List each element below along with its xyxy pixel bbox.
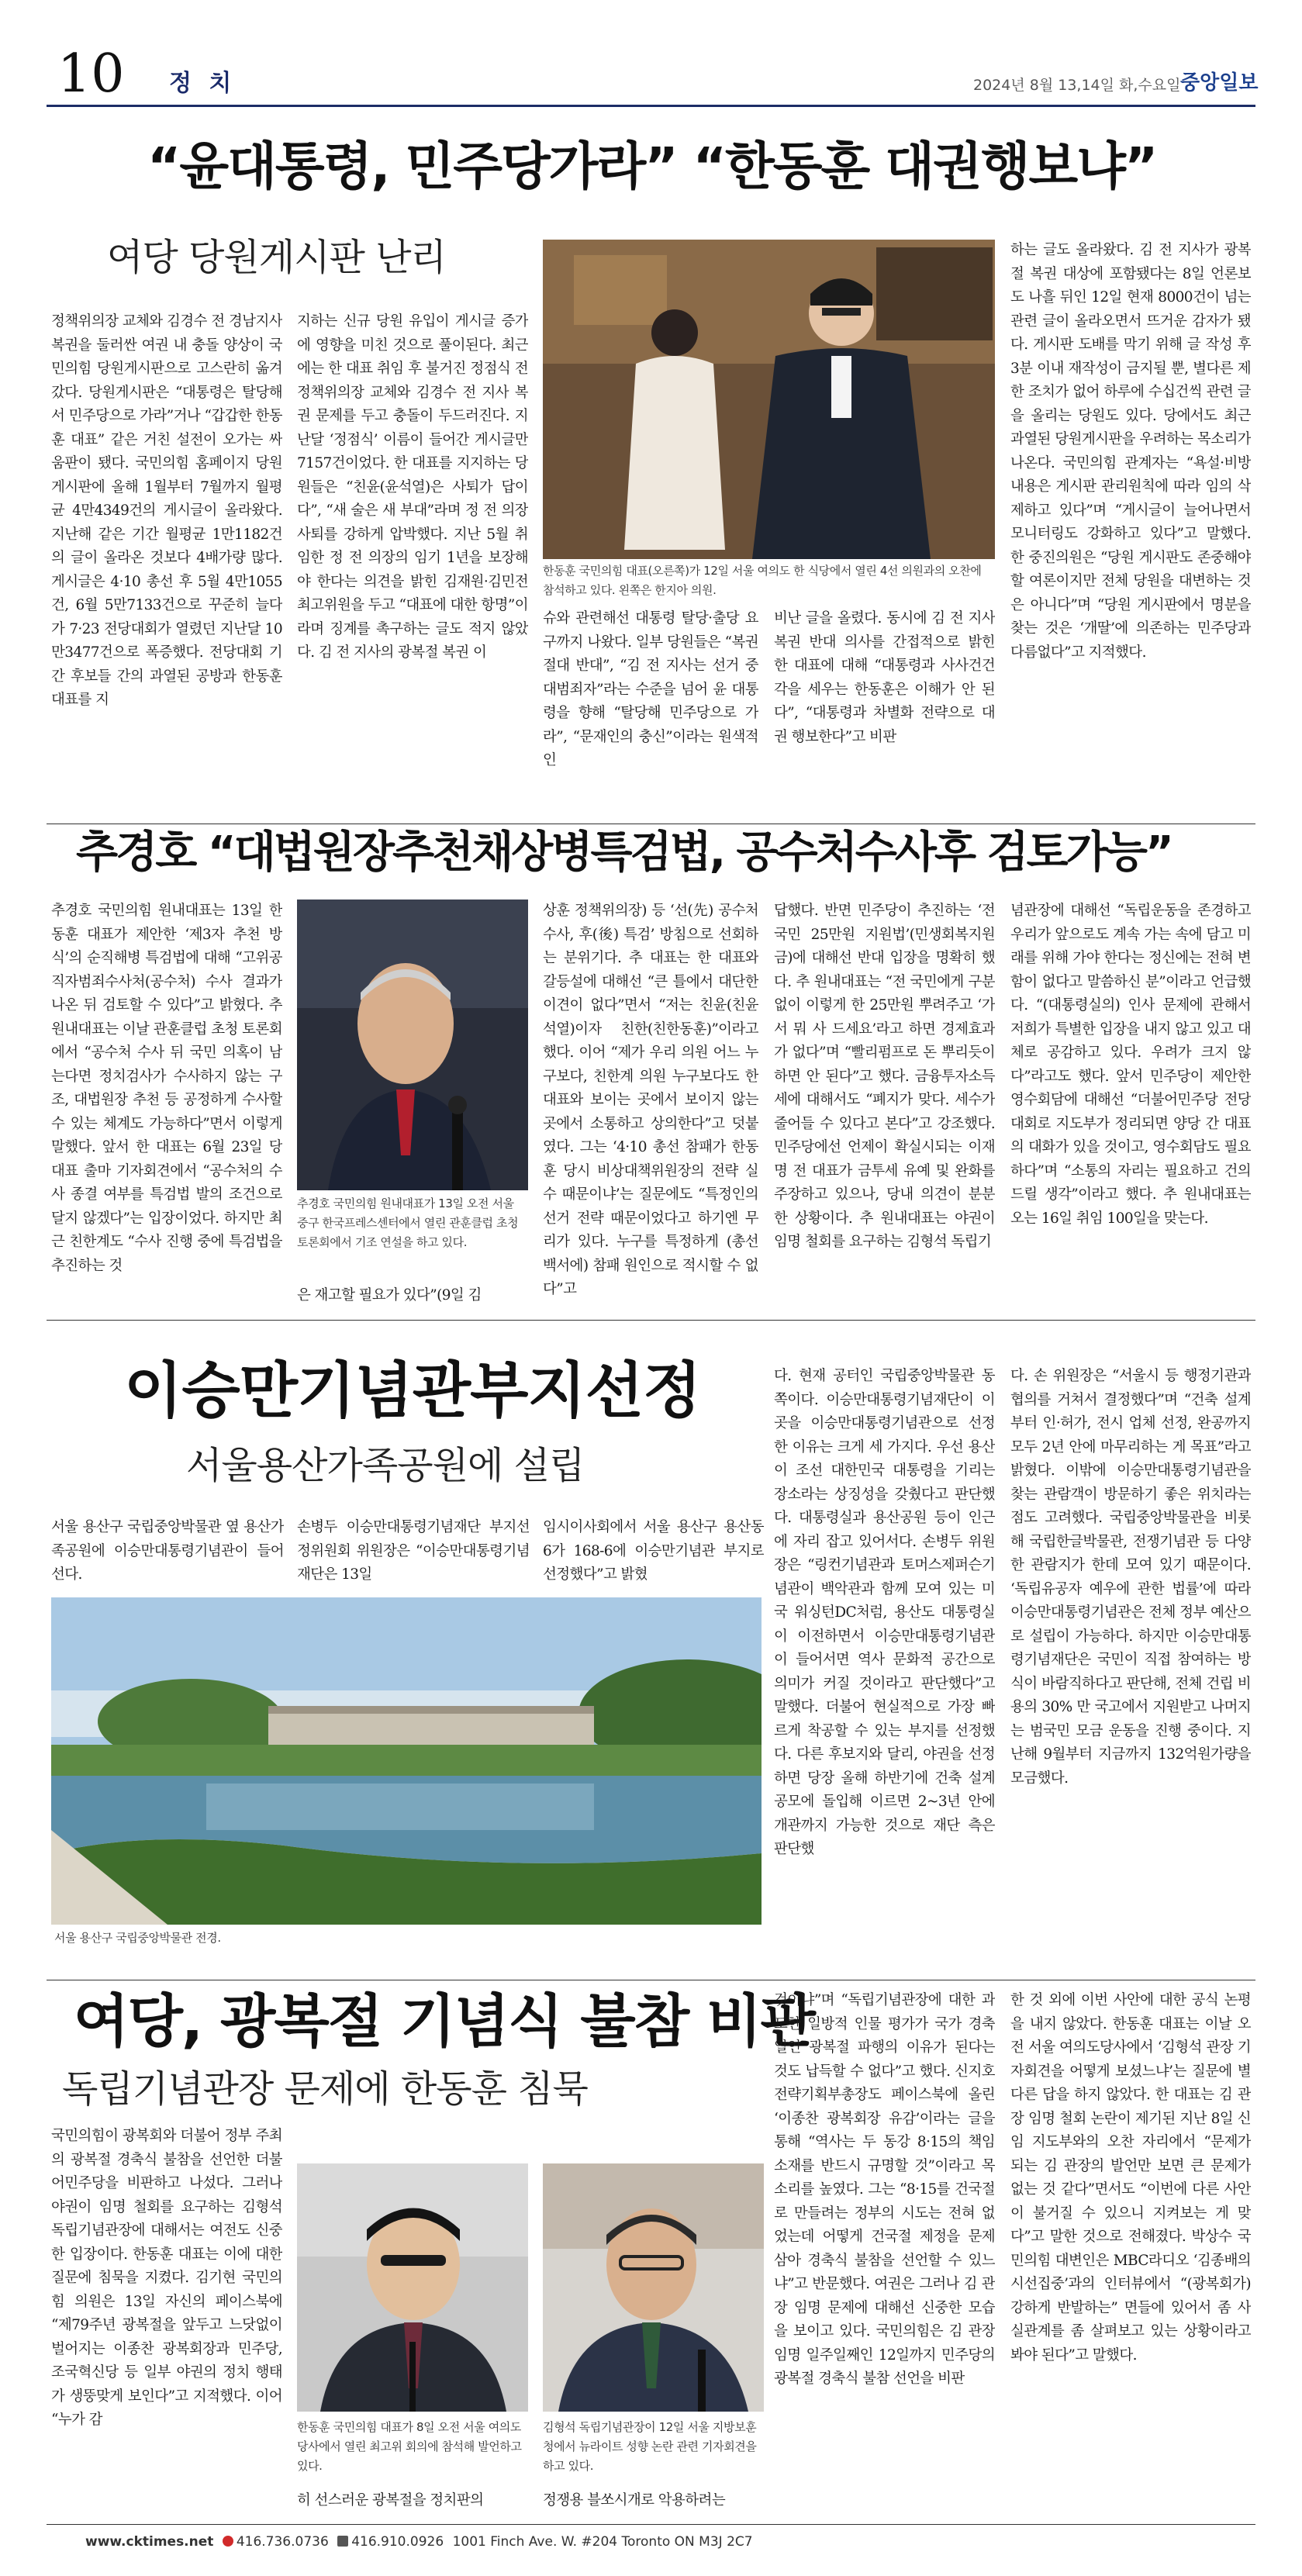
- article2-col2: 은 재고할 필요가 있다”(9일 김: [297, 1287, 482, 1304]
- article4-subhead: 독립기념관장 문제에 한동훈 침묵: [62, 2067, 588, 2111]
- section-name: 정 치: [169, 70, 237, 97]
- article4-col2-tail: 히 선스러운 광복절을 정치판의: [297, 2492, 484, 2509]
- article2-col1: 추경호 국민의힘 원내대표는 13일 한동훈 대표가 제안한 ‘제3자 추천 방식’의 순직해병 특검법에 대해 “고위공직자범죄수사처(공수처) 수사 결과가 나온 뒤 검토할 수 있다”고 밝혔다. 추 원내대표는 이날 관훈클럽 초청 토론회에서 “공수처 수사 뒤 국민 의혹이 남는다면 정치검사가 수사하지 않는 구조, 대법원장 추천 등 공정하게 수사할 수 있는 체계도 가능하다”면서 이렇게 말했다. 앞서 한 대표는 6월 23일 당 대표 출마 기자회견에서 “공수처의 수사 종결 여부를 특검법 발의 조건으로 달지 않겠다”는 입장이었다. 하지만 최근 친한계도 “수사 진행 중에 특검법을 추진하는 것: [51, 903, 282, 1274]
- article1-photo: [543, 240, 995, 559]
- article3-headline: 이승만기념관부지선정: [124, 1356, 701, 1426]
- article3-col4: 다. 현재 공터인 국립중앙박물관 동쪽이다. 이승만대통령기념재단이 이곳을 이승만대통령기념관으로 선정한 이유는 크게 세 가지다. 우선 용산이 조선 대한민국 대통령을 기리는 장소라는 상징성을 갖췄다고 판단했다. 대통령실과 용산공원 등이 인근에 자리 잡고 있어서다. 손병두 위원장은 “링컨기념관과 토머스제퍼슨기념관이 백악관과 함께 모여 있는 미국 워싱턴DC처럼, 용산도 대통령실이 이전하면서 이승만대통령기념관이 들어서면 역사 문화적 공간으로 의미가 커질 것이라고 판단했다”고 말했다. 더불어 현실적으로 가장 빠르게 착공할 수 있는 부지를 선정했다. 다른 후보지와 달리, 야권을 선정하면 당장 올해 하반기에 건축 설계 공모에 돌입해 이르면 2~3년 안에 개관까지 가능한 것으로 재단 측은 판단했: [774, 1368, 995, 1857]
- article2-col4: 답했다. 반면 민주당이 추진하는 ‘전 국민 25만원 지원법’(민생회복지원금)에 대해선 반대 입장을 명확히 했다. 추 원내대표는 “전 국민에게 구분 없이 이렇게 한 25만원 뿌려주고 ‘가서 뭐 사 드세요’라고 하면 경제효과가 없다”며 “빨리펌프로 돈 뿌리듯이 하면 안 된다”고 했다. 금융투자소득세에 대해서도 “폐지가 맞다. 세수가 줄어들 수 있다고 본다”고 강조했다. 민주당에선 언제이 확실시되는 이재명 전 대표가 금투세 유예 및 완화를 주장하고 있으나, 당내 의견이 분분한 상황이다. 추 원내대표는 야권이 임명 철회를 요구하는 김형석 독립기: [774, 903, 995, 1250]
- article4-col3-tail: 정쟁용 블쏘시개로 악용하려는: [543, 2492, 726, 2509]
- article1-photo-caption: 한동훈 국민의힘 대표(오른쪽)가 12일 서울 여의도 한 식당에서 열린 4선 의원과의 오찬에 참석하고 있다. 왼쪽은 한지아 의원.: [543, 564, 982, 597]
- article4-photo-right: [543, 2163, 764, 2412]
- photo-choo-kyung-ho: [297, 900, 528, 1190]
- article3-col3: 임시이사회에서 서울 용산구 용산동 6가 168-6에 이승만기념관 부지로 선정했다”고 밝혔: [543, 1519, 764, 1583]
- article1-subhead: 여당 당원게시판 난리: [107, 236, 446, 279]
- article1-headline: “윤대통령, 민주당가라” “한동훈 대권행보냐”: [147, 136, 1157, 196]
- article4-col1: 국민의힘이 광복회와 더불어 정부 주최의 광복절 경축식 불참을 선언한 더불어민주당을 비판하고 나섰다. 그러나 야권이 임명 철회를 요구하는 김형석 독립기념관장에 대해서는 여전도 신중한 입장이다. 한동훈 대표는 이에 대한 질문에 침묵을 지켰다. 김기현 국민의힘 의원은 13일 자신의 페이스북에 “제79주년 광복절을 앞두고 느닷없이 벌어지는 이종찬 광복회장과 민주당, 조국혁신당 등 일부 야권의 정치 행태가 생뚱맞게 보인다”고 지적했다. 이어 “누가 감: [51, 2128, 282, 2428]
- article4-caption-left: 한동훈 국민의힘 대표가 8일 오전 서울 여의도 당사에서 열린 최고위 회의에 참석해 발언하고 있다.: [297, 2420, 522, 2473]
- footer: [85, 2534, 758, 2550]
- article4-caption-right: 김형석 독립기념관장이 12일 서울 지방보훈청에서 뉴라이트 성향 논란 관련 기자회견을 하고 있다.: [543, 2420, 757, 2473]
- photo-han-donghoon-walking: [543, 240, 995, 559]
- article4-photo-left: [297, 2163, 528, 2412]
- article4-headline: 여당, 광복절 기념식 불참 비판: [74, 1988, 814, 2055]
- article1-col5: 하는 글도 올라왔다. 김 전 지사가 광복절 복권 대상에 포함됐다는 8일 언론보도 나흘 뒤인 12일 현재 8000건이 넘는 관련 글이 올라오면서 뜨거운 감자가 됐다. 게시판 도배를 막기 위해 글 작성 후 3분 이내 재작성이 금지될 뿐, 별다른 제한 조치가 없어 하루에 수십건씩 관련 글을 올리는 당원도 있다. 당에서도 최근 과열된 당원게시판을 우려하는 목소리가 나온다. 국민의힘 관계자는 “욕설·비방 내용은 게시판 관리원칙에 따라 임의 삭제하고 있다”며 “게시글이 늘어나면서 모니터링도 강화하고 있다”고 말했다. 한 중진의원은 “당원 게시판도 존중해야 할 여론이지만 전체 당원을 대변하는 것은 아니다”며 “당원 게시판에서 명분을 찾는 것은 ‘개딸’에 의존하는 민주당과 다름없다”고 지적했다.: [1010, 242, 1251, 661]
- footer-fax: 416.910.0926: [351, 2534, 444, 2550]
- footer-phone: 416.736.0736: [236, 2534, 329, 2550]
- footer-address: 1001 Finch Ave. W. #204 Toronto ON M3J 2C7: [452, 2534, 753, 2550]
- article4-col5: 한 것 외에 이번 사안에 대한 공식 논평을 내지 않았다. 한동훈 대표는 이날 오전 서울 여의도당사에서 ‘김형석 관장 기자회견을 어떻게 보셨느냐’는 질문에 별다른 답을 하지 않았다. 한 대표는 김 관장 임명 철회 논란이 제기된 지난 8일 신임 지도부와의 오찬 자리에서 “문제가 되는 김 관장의 발언만 보면 큰 문제가 없는 것 같다”면서도 “이번에 다른 사안이 불거질 수 있으니 지켜보는 게 맞다”고 말한 것으로 전해졌다. 박상수 국민의힘 대변인은 MBC라디오 ‘김종배의 시선집중’과의 인터뷰에서 “(광복회가) 강하게 반발하는” 면들에 있어서 좀 사실관계를 좀 살펴보고 있는 상황이라고 봐야 된다”고 말했다.: [1010, 1992, 1251, 2364]
- divider-2: [47, 1320, 1255, 1321]
- photo-yongsan-museum: [51, 1597, 762, 1925]
- paper-logo: 중앙일보: [1180, 71, 1259, 95]
- photo-kim-hyung-seok: [543, 2163, 764, 2412]
- phone-icon: [223, 2536, 233, 2547]
- fax-icon: [337, 2536, 348, 2547]
- article2-photo-caption: 추경호 국민의힘 원내대표가 13일 오전 서울 중구 한국프레스센터에서 열린 관훈클럽 초청 토론회에서 기조 연설을 하고 있다.: [297, 1196, 519, 1249]
- article3-photo-caption: 서울 용산구 국립중앙박물관 전경.: [54, 1931, 221, 1945]
- article1-col3: 슈와 관련해선 대통령 탈당·출당 요구까지 나왔다. 일부 당원들은 “복권 절대 반대”, “김 전 지사는 선거 중대범죄자”라는 수준을 넘어 윤 대통령을 향해 “탈당해 민주당으로 가라”, “문재인의 충신”이라는 원색적인: [543, 610, 758, 768]
- footer-rule: [47, 2524, 1255, 2525]
- article2-photo: [297, 900, 528, 1190]
- article2-col3: 상훈 정책위의장) 등 ‘선(先) 공수처 수사, 후(後) 특검’ 방침으로 선회하는 분위기다. 추 대표는 한 대표와 갈등설에 대해선 “큰 틀에서 대단한 이견이 없다”면서 “저는 친윤(친윤석열)이자 친한(친한동훈)”이라고 했다. 이어 “제가 우리 의원 어느 누구보다, 친한계 의원 누구보다도 한 대표와 보이는 곳에서 보이지 않는 곳에서 소통하고 상의한다”고 덧붙였다. 그는 ‘4·10 총선 참패가 한동훈 당시 비상대책위원장의 전략 실수 때문이냐’는 질문에도 “특정인의 선거 전략 때문이었다고 하기엔 무리가 있다. 누구를 특정하게 (총선 백서에) 참패 원인으로 적시할 수 없다”고: [543, 903, 758, 1297]
- issue-date: 2024년 8월 13,14일 화,수요일: [973, 77, 1181, 94]
- article1-col4: 비난 글을 올렸다. 동시에 김 전 지사 복권 반대 의사를 간접적으로 밝힌 한 대표에 대해 “대통령과 사사건건 각을 세우는 한동훈은 이해가 안 된다”, “대통령과 차별화 전략으로 대권 행보한다”고 비판: [774, 610, 995, 745]
- page-number: 10: [57, 43, 125, 105]
- article3-col2: 손병두 이승만대통령기념재단 부지선정위원회 위원장은 “이승만대통령기념재단은 13일: [297, 1519, 530, 1583]
- article2-headline: 추경호 “대법원장추천채상병특검법, 공수처수사후 검토가능”: [76, 827, 1172, 878]
- article3-photo: [51, 1597, 762, 1925]
- footer-website[interactable]: www.cktimes.net: [85, 2534, 214, 2550]
- article2-col5: 념관장에 대해선 “독립운동을 존경하고 우리가 앞으로도 계속 가는 속에 담고 미래를 위해 가야 한다는 정신에는 전혀 변함이 없다고 말씀하신 분”이라고 언급했다. “(대통령실의) 인사 문제에 관해서 저희가 특별한 입장을 내지 않고 있고 대체로 공감하고 있다. 우려가 크지 않다”라고도 했다. 앞서 민주당이 제안한 영수회담에 대해선 “더불어민주당 전당대회로 지도부가 정리되면 양당 간 대표의 대화가 있을 것이고, 영수회담도 필요하다”며 “소통의 자리는 필요하고 건의드릴 생각”이라고 했다. 추 원내대표는 오는 16일 취임 100일을 맞는다.: [1010, 903, 1251, 1227]
- article3-col5: 다. 손 위원장은 “서울시 등 행정기관과 협의를 거쳐서 결정했다”며 “건축 설계부터 인·허가, 전시 업체 선정, 완공까지 모두 2년 안에 마무리하는 게 목표”라고 밝혔다. 이밖에 이승만대통령기념관을 찾는 관람객이 방문하기 좋은 위치라는 점도 고려했다. 국립중앙박물관을 비롯해 국립한글박물관, 전쟁기념관 등 다양한 관람지가 한데 모여 있기 때문이다. ‘독립유공자 예우에 관한 법률’에 따라 이승만대통령기념관은 전체 정부 예산으로 설립이 가능하다. 하지만 이승만대통령기념재단은 국민이 직접 참여하는 방식이 바람직하다고 판단해, 전체 건립 비용의 30% 만 국고에서 지원받고 나머지는 범국민 모금 운동을 진행 중이다. 지난해 9월부터 지금까지 132억원가량을 모금했다.: [1010, 1368, 1251, 1787]
- article3-col1: 서울 용산구 국립중앙박물관 옆 용산가족공원에 이승만대통령기념관이 들어선다.: [51, 1519, 284, 1583]
- header-rule: [47, 105, 1255, 107]
- photo-han-donghoon-speaking: [297, 2163, 528, 2412]
- article1-col1: 정책위의장 교체와 김경수 전 경남지사 복권을 둘러싼 여권 내 충돌 양상이 국민의힘 당원게시판으로 고스란히 옮겨갔다. 당원게시판은 “대통령은 탈당해서 민주당으로 가라”거나 “갑갑한 한동훈 대표” 같은 거친 설전이 오가는 싸움판이 됐다. 국민의힘 홈페이지 당원게시판에 올해 1월부터 7월까지 월평균 4만4349건의 게시글이 올라왔다. 지난해 같은 기간 월평균 1만1182건의 글이 올라온 것보다 4배가량 많다. 게시글은 4·10 총선 후 5월 4만1055건, 6월 5만7133건으로 꾸준히 늘다가 7·23 전당대회가 열렸던 지난달 10만3477건으로 폭증했다. 전당대회 기간 후보들 간의 과열된 공방과 한동훈 대표를 지: [51, 313, 282, 708]
- article1-col2: 지하는 신규 당원 유입이 게시글 증가에 영향을 미친 것으로 풀이된다. 최근에는 한 대표 취임 후 불거진 정점식 전 정책위의장 교체와 김경수 전 지사 복권 문제를 두고 충돌이 두드러진다. 지난달 ‘정점식’ 이름이 들어간 게시글만 7157건이었다. 한 대표를 지지하는 당원들은 “친윤(윤석열)은 사퇴가 답이다”, “새 술은 새 부대”라며 정 전 의장 사퇴를 강하게 압박했다. 지난 5월 취임한 정 전 의장의 임기 1년을 보장해야 한다는 의견을 밝힌 김재원·김민전 최고위원을 두고 “대표에 대한 항명”이라며 징계를 촉구하는 글도 적지 않았다. 김 전 지사의 광복절 복권 이: [297, 313, 528, 661]
- article4-col4: 것이냐”며 “독립기념관장에 대한 과도한 일방적 인물 평가가 국가 경축일인 광복절 파행의 이유가 된다는 것도 납득할 수 없다”고 했다. 신지호 전략기획부총장도 페이스북에 올린 ‘이종찬 광복회장 유감’이라는 글을 통해 “역사는 두 동강 8·15의 책임 소재를 반드시 규명할 것”이라고 목소리를 높였다. 그는 “8·15를 건국절로 만들려는 정부의 시도는 전혀 없었는데 어떻게 건국절 제정을 문제 삼아 경축식 불참을 선언할 수 있느냐”고 반문했다. 여권은 그러나 김 관장 임명 문제에 대해선 신중한 모습을 보이고 있다. 국민의힘은 김 관장 임명 일주일째인 12일까지 민주당의 광복절 경축식 불참 선언을 비판: [774, 1992, 995, 2387]
- article3-subhead: 서울용산가족공원에 설립: [186, 1444, 585, 1487]
